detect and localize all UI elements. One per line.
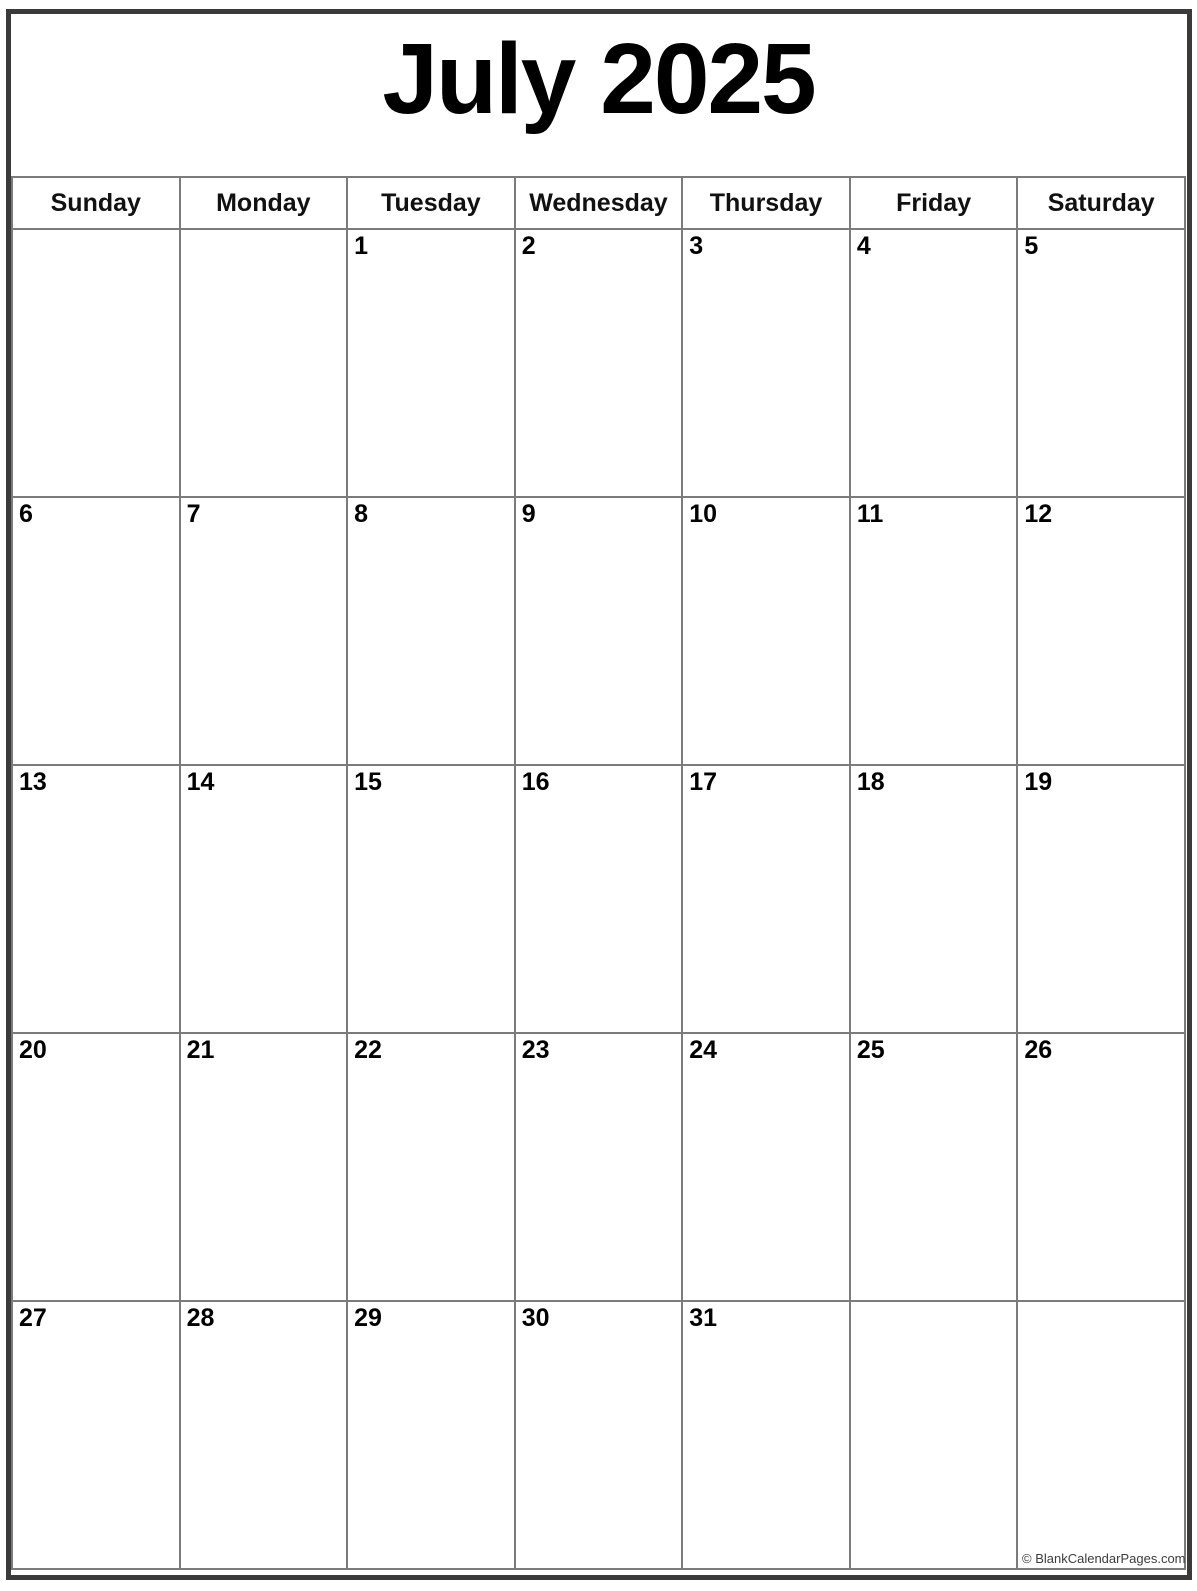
day-cell: [347, 765, 515, 1033]
day-cell: [12, 1301, 180, 1569]
weekday-header-tuesday: Tuesday: [347, 177, 515, 229]
day-cell: [180, 497, 348, 765]
day-cell: [850, 765, 1018, 1033]
day-number: 18: [856, 768, 885, 796]
day-cell: [180, 229, 348, 497]
day-number: 27: [19, 1304, 47, 1332]
day-cell: [1017, 1301, 1185, 1569]
day-number: [13, 230, 179, 233]
day-cell: [682, 229, 850, 497]
weekday-header-row: [12, 177, 1185, 229]
day-number: 24: [689, 1036, 718, 1064]
day-cell: [347, 1033, 515, 1301]
day-cell: [515, 497, 683, 765]
day-number: 22: [354, 1036, 382, 1064]
day-number: 17: [689, 768, 718, 796]
day-cell: [850, 1033, 1018, 1301]
week-row: [12, 1301, 1185, 1569]
day-number: 28: [186, 1304, 215, 1332]
day-number: 11: [856, 500, 884, 528]
day-cell: [515, 1301, 683, 1569]
day-cell: [347, 229, 515, 497]
day-number: 3: [689, 232, 704, 260]
day-number: 26: [1024, 1036, 1053, 1064]
day-number: 1: [354, 232, 369, 260]
calendar-title: July 2025: [382, 23, 815, 135]
day-cell: [180, 765, 348, 1033]
day-cell: [1017, 497, 1185, 765]
day-cell: [515, 765, 683, 1033]
day-number: 21: [186, 1036, 215, 1064]
weekday-header-thursday: Thursday: [682, 177, 850, 229]
day-number: 6: [19, 500, 33, 528]
day-cell: [850, 229, 1018, 497]
day-cell: [180, 1033, 348, 1301]
weekday-header-friday: Friday: [850, 177, 1018, 229]
weekday-header-monday: Monday: [180, 177, 348, 229]
day-number: [851, 1302, 1017, 1305]
day-number: 16: [521, 768, 550, 796]
day-cell: [515, 229, 683, 497]
day-number: 12: [1024, 500, 1053, 528]
calendar-grid: [11, 176, 1186, 1570]
day-cell: [1017, 229, 1185, 497]
day-cell: [850, 497, 1018, 765]
day-number: 23: [521, 1036, 550, 1064]
day-number: 8: [354, 500, 369, 528]
day-cell: [515, 1033, 683, 1301]
day-cell: [12, 765, 180, 1033]
weekday-header-wednesday: Wednesday: [515, 177, 683, 229]
day-cell: [850, 1301, 1018, 1569]
day-cell: [347, 497, 515, 765]
week-row: [12, 497, 1185, 765]
day-number: 31: [689, 1304, 718, 1332]
day-cell: [12, 1033, 180, 1301]
day-number: 20: [19, 1036, 47, 1064]
day-number: 19: [1024, 768, 1053, 796]
day-number: 29: [354, 1304, 382, 1332]
day-number: 9: [521, 500, 536, 528]
day-cell: [180, 1301, 348, 1569]
day-number: 4: [856, 232, 871, 260]
day-number: 2: [521, 232, 536, 260]
day-number: 5: [1024, 232, 1039, 260]
day-cell: [682, 1033, 850, 1301]
day-cell: [1017, 765, 1185, 1033]
day-number: [1018, 1302, 1184, 1305]
day-number: 13: [19, 768, 47, 796]
copyright-text: © BlankCalendarPages.com: [1022, 1551, 1186, 1566]
day-cell: [682, 497, 850, 765]
week-row: [12, 229, 1185, 497]
weekday-header-sunday: Sunday: [12, 177, 180, 229]
day-number: 7: [186, 500, 201, 528]
weekday-header-saturday: Saturday: [1017, 177, 1185, 229]
day-cell: [347, 1301, 515, 1569]
week-row: [12, 765, 1185, 1033]
day-cell: [682, 1301, 850, 1569]
day-number: 15: [354, 768, 382, 796]
day-number: 14: [186, 768, 215, 796]
day-number: 30: [521, 1304, 550, 1332]
day-cell: [682, 765, 850, 1033]
day-cell: [1017, 1033, 1185, 1301]
day-cell: [12, 497, 180, 765]
day-number: [181, 230, 347, 233]
day-cell: [12, 229, 180, 497]
day-number: 10: [689, 500, 718, 528]
day-number: 25: [856, 1036, 885, 1064]
week-row: [12, 1033, 1185, 1301]
